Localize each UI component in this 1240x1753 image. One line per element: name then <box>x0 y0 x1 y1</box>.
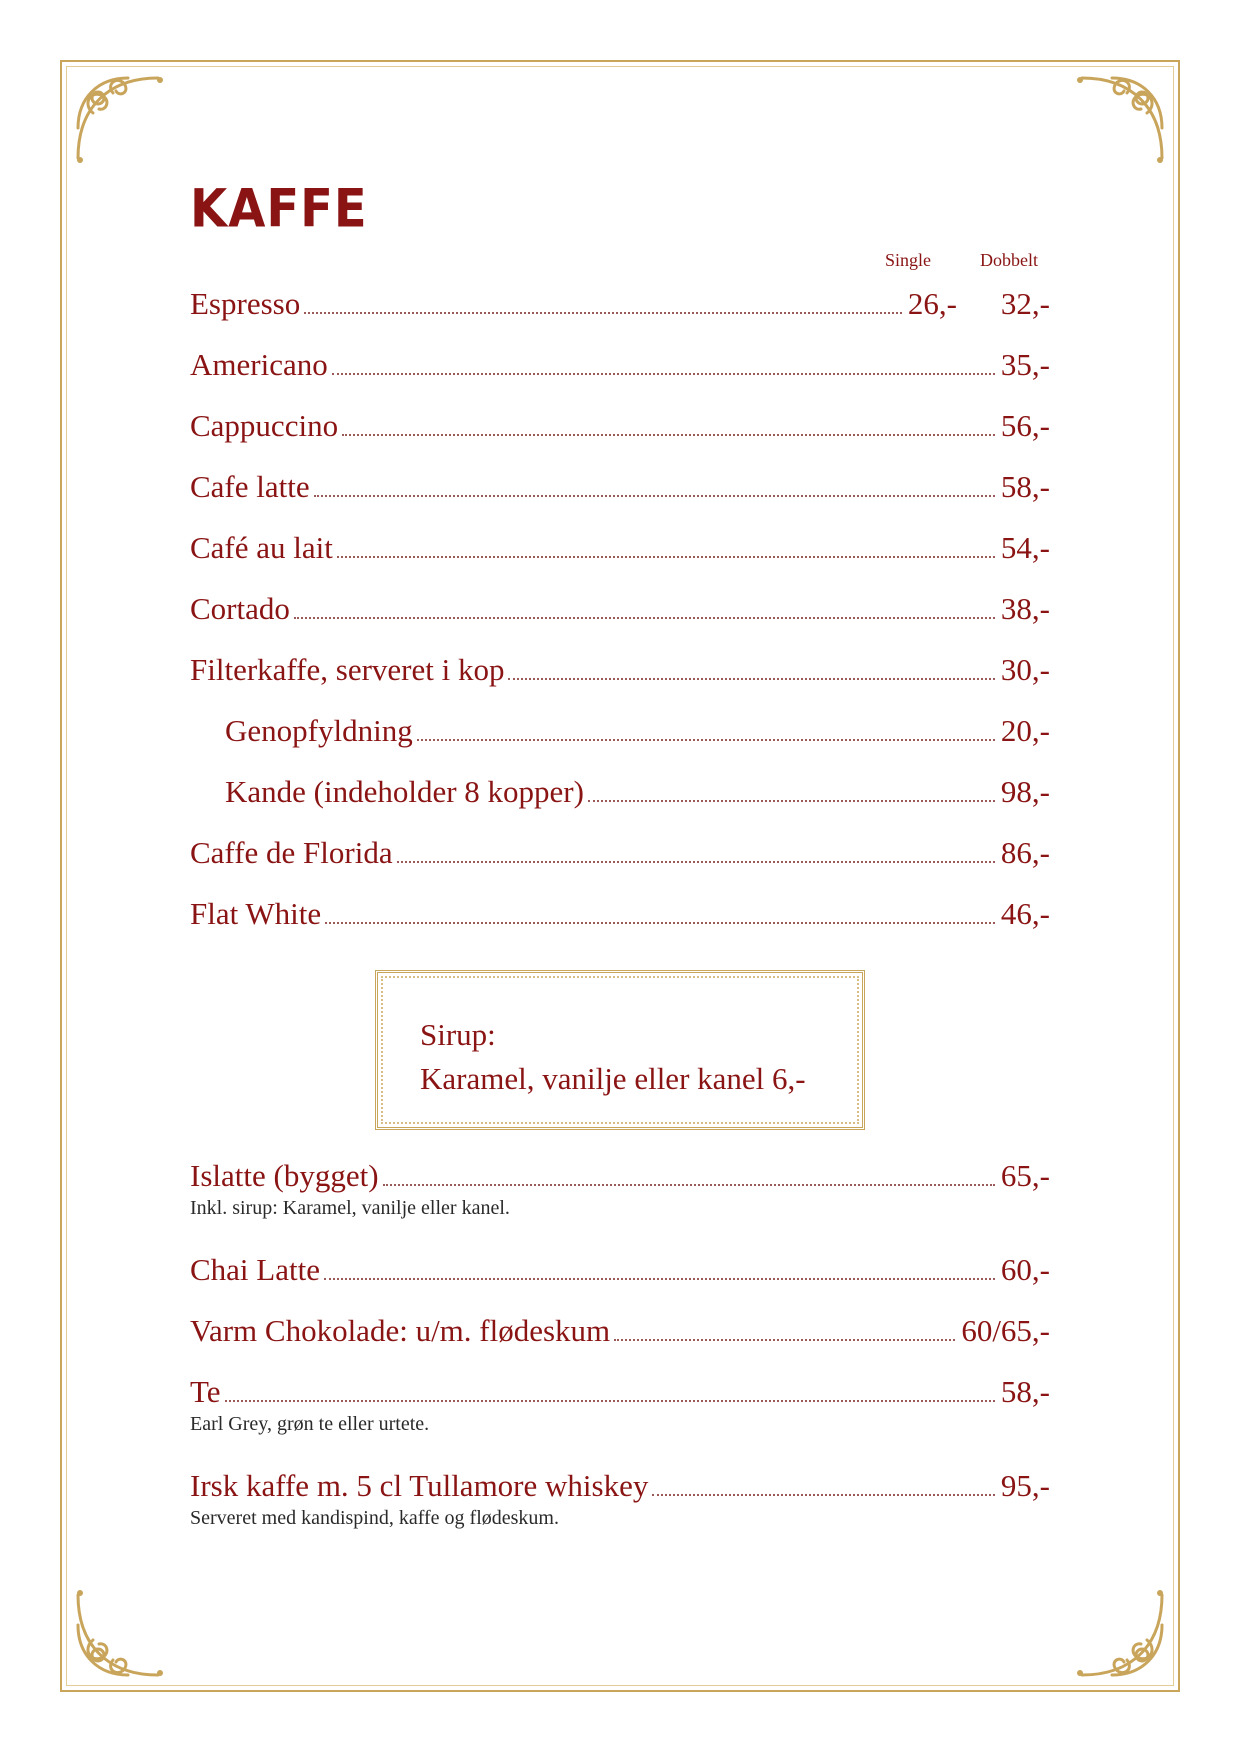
column-header-double: Dobbelt <box>980 250 1038 270</box>
dot-leader <box>652 1493 995 1496</box>
menu-item <box>190 467 1050 507</box>
ornament-corner-icon <box>68 68 168 168</box>
menu-item-note: Earl Grey, grøn te eller urtete. <box>190 1413 430 1435</box>
dot-leader <box>588 799 995 802</box>
dot-leader <box>342 433 995 436</box>
dot-leader <box>383 1183 995 1186</box>
menu-item-price: 95,- <box>1000 1468 1050 1503</box>
menu-item <box>190 528 1050 568</box>
menu-item <box>190 1250 1050 1290</box>
dot-leader <box>417 738 995 741</box>
menu-item-name: Cafe latte <box>190 469 310 504</box>
syrup-box <box>375 970 865 1130</box>
menu-item-price: 56,- <box>1000 408 1050 443</box>
menu-item-name: Cappuccino <box>190 408 339 443</box>
menu-item <box>190 1156 1050 1196</box>
menu-item-note: Serveret med kandispind, kaffe og flødeskum. <box>190 1507 559 1529</box>
dot-leader <box>314 494 995 497</box>
menu-item-name: Genopfyldning <box>225 713 413 748</box>
menu-item-sub <box>225 711 1050 751</box>
menu-item-price: 46,- <box>1000 896 1050 931</box>
ornament-corner-icon <box>1072 1585 1172 1685</box>
menu-item-name: Café au lait <box>190 530 333 565</box>
menu-item-name: Kande (indeholder 8 kopper) <box>225 774 584 809</box>
menu-item-price-double: 32,- <box>1000 286 1050 321</box>
dot-leader <box>337 555 995 558</box>
menu-item-price: 98,- <box>1000 774 1050 809</box>
menu-item-name: Flat White <box>190 896 322 931</box>
menu-item-price: 58,- <box>1000 1374 1050 1409</box>
menu-item-price: 60/65,- <box>961 1313 1050 1348</box>
menu-item <box>190 650 1050 690</box>
menu-item-sub <box>225 772 1050 812</box>
menu-item-note: Inkl. sirup: Karamel, vanilje eller kanel. <box>190 1197 510 1219</box>
dot-leader <box>304 311 902 314</box>
menu-item-price-single: 26,- <box>907 286 957 321</box>
menu-item <box>190 1311 1050 1351</box>
menu-item-name: Varm Chokolade: u/m. flødeskum <box>190 1313 611 1348</box>
menu-item-name: Espresso <box>190 286 301 321</box>
menu-item-name: Chai Latte <box>190 1252 320 1287</box>
menu-item <box>190 1466 1050 1506</box>
menu-item <box>190 589 1050 629</box>
menu-item <box>190 833 1050 873</box>
menu-item-price: 38,- <box>1000 591 1050 626</box>
menu-item <box>190 406 1050 446</box>
menu-item <box>190 345 1050 385</box>
menu-item-price: 86,- <box>1000 835 1050 870</box>
menu-item-price: 65,- <box>1000 1158 1050 1193</box>
syrup-text: Karamel, vanilje eller kanel 6,- <box>420 1061 806 1096</box>
dot-leader <box>325 921 995 924</box>
dot-leader <box>614 1338 955 1341</box>
menu-item-name: Te <box>190 1374 221 1409</box>
menu-item-price: 30,- <box>1000 652 1050 687</box>
menu-item-price: 54,- <box>1000 530 1050 565</box>
menu-item-name: Caffe de Florida <box>190 835 393 870</box>
column-header-single: Single <box>885 250 932 270</box>
menu-item-price: 35,- <box>1000 347 1050 382</box>
menu-item-name: Cortado <box>190 591 290 626</box>
menu-item-name: Americano <box>190 347 328 382</box>
menu-item-price: 60,- <box>1000 1252 1050 1287</box>
dot-leader <box>294 616 995 619</box>
menu-item <box>190 284 1050 324</box>
menu-item-price: 58,- <box>1000 469 1050 504</box>
syrup-title: Sirup: <box>420 1017 496 1052</box>
dot-leader <box>225 1399 995 1402</box>
ornament-corner-icon <box>1072 68 1172 168</box>
menu-item <box>190 1372 1050 1412</box>
menu-item-name: Irsk kaffe m. 5 cl Tullamore whiskey <box>190 1468 649 1503</box>
ornament-corner-icon <box>68 1585 168 1685</box>
dot-leader <box>324 1277 995 1280</box>
dot-leader <box>332 372 995 375</box>
dot-leader <box>397 860 995 863</box>
menu-item <box>190 894 1050 934</box>
dot-leader <box>508 677 994 680</box>
menu-item-price: 20,- <box>1000 713 1050 748</box>
menu-item-name: Filterkaffe, serveret i kop <box>190 652 505 687</box>
page-title: KAFFE <box>190 178 368 240</box>
menu-item-name: Islatte (bygget) <box>190 1158 379 1193</box>
